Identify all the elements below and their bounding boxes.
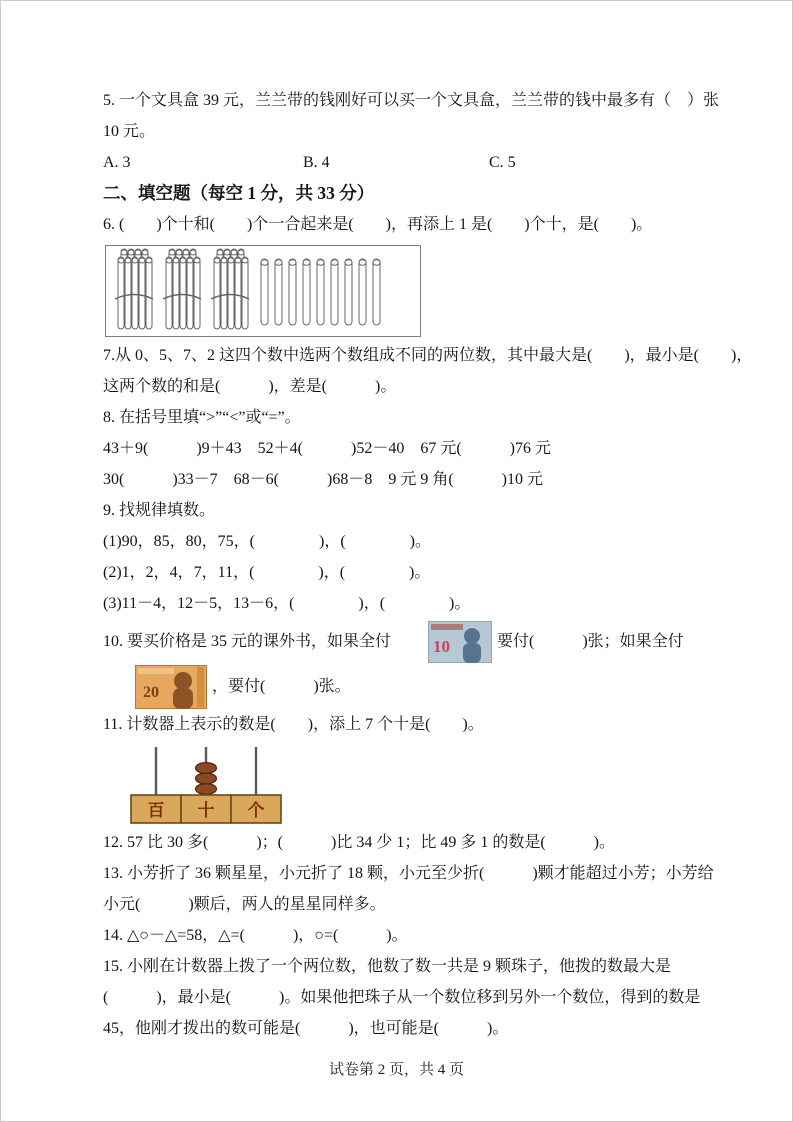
svg-text:十: 十	[197, 801, 215, 820]
counter-image	[119, 743, 297, 827]
question-10-part-2: 要付( )张；如果全付	[497, 633, 684, 650]
option-b: B. 4	[303, 154, 330, 171]
section-2-title: 二、填空题（每空 1 分，共 33 分）	[103, 183, 375, 203]
question-7-line-1: 7.从 0、5、7、2 这四个数中选两个数组成不同的两位数，其中最大是( )，最小是( )，	[103, 347, 753, 364]
question-8-title: 8. 在括号里填“>”“<”或“=”。	[103, 409, 301, 426]
question-9-item-1: (1)90，85，80，75，( )，( )。	[103, 533, 431, 550]
question-10-part-3: ，要付( )张。	[212, 678, 351, 695]
counting-sticks-figure	[105, 245, 703, 337]
question-7-line-2: 这两个数的和是( )，差是( )。	[103, 378, 397, 395]
question-8-row-1: 43＋9( )9＋43 52＋4( )52－40 67 元( )76 元	[103, 440, 551, 457]
svg-text:百: 百	[147, 801, 165, 820]
question-13-line-2: 小元( )颗后，两人的星星同样多。	[103, 896, 386, 913]
question-15-line-3: 45，他刚才拨出的数可能是( )，也可能是( )。	[103, 1020, 509, 1037]
counter-figure	[119, 743, 703, 827]
banknote-10-portrait	[463, 643, 481, 663]
question-10-line-2	[103, 664, 703, 709]
banknote-20-denomination: 20	[143, 683, 159, 701]
question-6-line-1: 6. ( )个十和( )个一合起来是( )，再添上 1 是( )个十，是( )。	[103, 216, 653, 233]
page-footer: 试卷第 2 页，共 4 页	[328, 1062, 464, 1078]
question-9-item-2: (2)1，2，4，7，11，( )，( )。	[103, 564, 431, 581]
counting-sticks-image	[105, 245, 421, 337]
question-8-row-2: 30( )33－7 68－6( )68－8 9 元 9 角( )10 元	[103, 471, 543, 488]
question-12-line-1: 12. 57 比 30 多( )；( )比 34 少 1；比 49 多 1 的数是( )。	[103, 834, 615, 851]
question-15-line-2: ( )，最小是( )。如果他把珠子从一个数位移到另外一个数位，得到的数是	[103, 989, 701, 1006]
banknote-10-yuan-image	[396, 621, 492, 663]
question-13-line-1: 13. 小芳折了 36 颗星星，小元折了 18 颗，小元至少折( )颗才能超过小芳；小芳给	[103, 865, 714, 882]
svg-text:个: 个	[247, 801, 265, 820]
question-15-line-1: 15. 小刚在计数器上拨了一个两位数，他数了数一共是 9 颗珠子，他拨的数最大是	[103, 958, 672, 975]
banknote-20-portrait	[173, 688, 193, 709]
exam-content	[103, 85, 753, 1044]
option-a: A. 3	[103, 154, 131, 171]
banknote-10-denomination: 10	[433, 636, 451, 656]
question-10-part-1: 10. 要买价格是 35 元的课外书，如果全付	[103, 633, 392, 650]
question-9-title: 9. 找规律填数。	[103, 502, 216, 519]
question-10-line-1	[103, 619, 703, 664]
question-5-options	[103, 147, 703, 178]
question-11-line-1: 11. 计数器上表示的数是( )，添上 7 个十是( )。	[103, 716, 484, 733]
question-5-line-2: 10 元。	[103, 123, 156, 140]
question-14-line-1: 14. △○－△=58，△=( )，○=( )。	[103, 927, 408, 944]
option-c: C. 5	[489, 154, 516, 171]
question-5-line-1: 5. 一个文具盒 39 元，兰兰带的钱刚好可以买一个文具盒，兰兰带的钱中最多有（ ）张	[103, 92, 720, 109]
banknote-20-yuan-image	[103, 665, 207, 709]
question-9-item-3: (3)11－4，12－5，13－6，( )，( )。	[103, 595, 471, 612]
